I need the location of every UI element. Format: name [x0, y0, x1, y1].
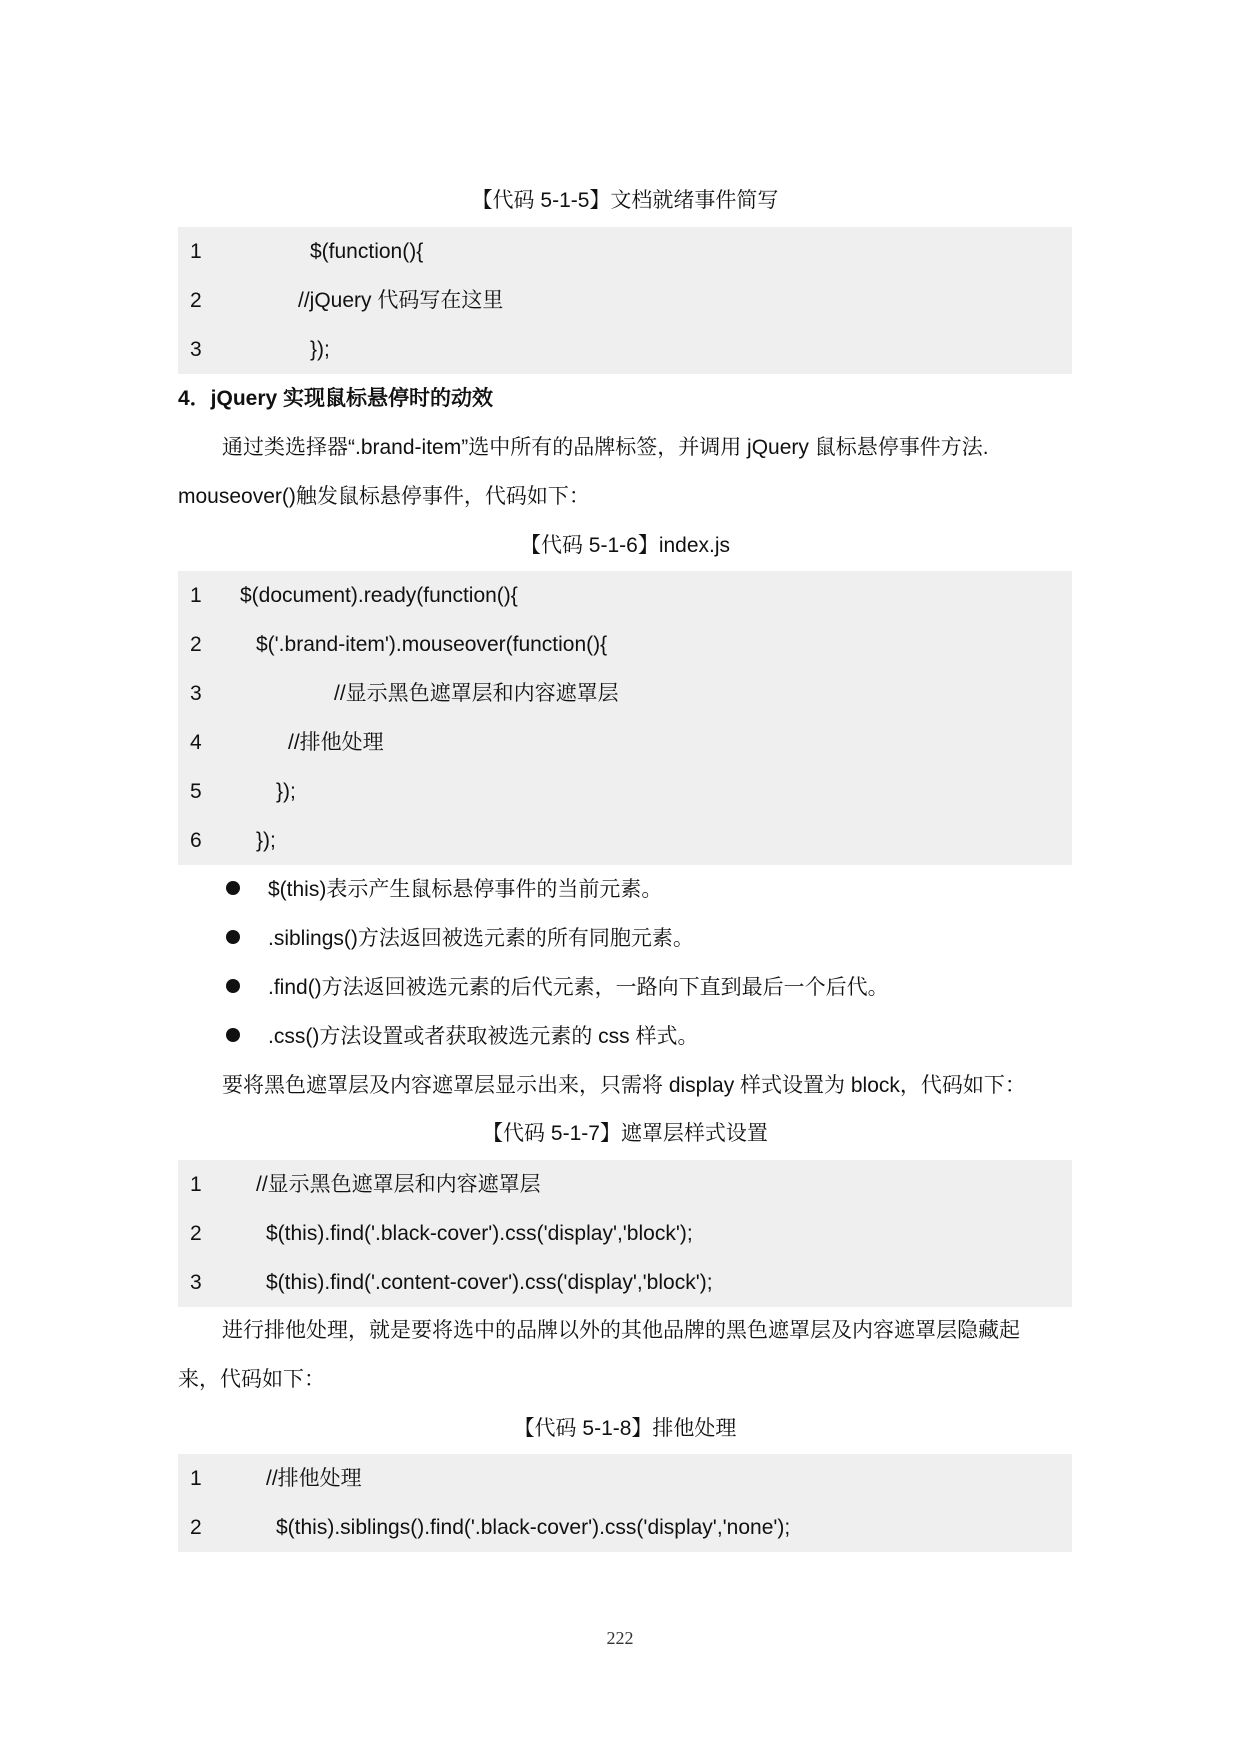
bullet-item [226, 1023, 699, 1051]
line-number: 1 [190, 1467, 202, 1490]
line-number: 2 [190, 1516, 202, 1539]
code-line [178, 767, 1072, 816]
line-number: 5 [190, 780, 202, 803]
paragraph-line: 通过类选择器“.brand-item”选中所有的品牌标签，并调用 jQuery 鼠标悬停事件方法. [222, 436, 989, 459]
paragraph-line: 进行排他处理，就是要将选中的品牌以外的其他品牌的黑色遮罩层及内容遮罩层隐藏起 [222, 1319, 1020, 1342]
code-text: //显示黑色遮罩层和内容遮罩层 [334, 682, 619, 705]
code-line [178, 718, 1072, 767]
code-block-5-1-8 [178, 1454, 1072, 1552]
paragraph-line: mouseover()触发鼠标悬停事件，代码如下： [178, 485, 590, 508]
bullet-dot-icon [226, 979, 240, 993]
code-caption-5-1-5: 【代码 5-1-5】文档就绪事件简写 [471, 189, 779, 212]
code-text: $(document).ready(function(){ [240, 584, 518, 607]
bullet-dot-icon [226, 1028, 240, 1042]
code-block-5-1-5 [178, 227, 1072, 374]
code-line [178, 1258, 1072, 1307]
code-line [178, 276, 1072, 325]
line-number: 3 [190, 338, 202, 361]
bullet-dot-icon [226, 930, 240, 944]
bullet-item [226, 974, 889, 1002]
code-caption-5-1-8: 【代码 5-1-8】排他处理 [513, 1417, 737, 1440]
bullet-item [226, 925, 694, 953]
line-number: 2 [190, 1222, 202, 1245]
section-heading: 4．jQuery 实现鼠标悬停时的动效 [178, 387, 494, 410]
bullet-text: .find()方法返回被选元素的后代元素，一路向下直到最后一个后代。 [268, 976, 889, 999]
code-line [178, 620, 1072, 669]
code-line [178, 1503, 1072, 1552]
code-line [178, 669, 1072, 718]
code-text: $('.brand-item').mouseover(function(){ [256, 633, 608, 656]
bullet-item [226, 876, 662, 904]
paragraph-line: 来，代码如下： [178, 1368, 325, 1391]
code-line [178, 1209, 1072, 1258]
bullet-text: .siblings()方法返回被选元素的所有同胞元素。 [268, 927, 694, 950]
line-number: 1 [190, 584, 202, 607]
line-number: 2 [190, 633, 202, 656]
code-line [178, 816, 1072, 865]
code-text: //排他处理 [288, 731, 384, 754]
code-text: }); [256, 829, 276, 852]
line-number: 4 [190, 731, 202, 754]
bullet-dot-icon [226, 881, 240, 895]
code-block-5-1-6 [178, 571, 1072, 865]
code-line [178, 1160, 1072, 1209]
code-text: }); [310, 338, 330, 361]
line-number: 1 [190, 1173, 202, 1196]
line-number: 3 [190, 682, 202, 705]
bullet-text: $(this)表示产生鼠标悬停事件的当前元素。 [268, 878, 663, 901]
code-text: //jQuery 代码写在这里 [298, 289, 504, 312]
line-number: 6 [190, 829, 202, 852]
page-number: 222 [606, 1628, 634, 1648]
paragraph-line: 要将黑色遮罩层及内容遮罩层显示出来，只需将 display 样式设置为 block，代码如下： [222, 1074, 1026, 1097]
code-text: $(this).find('.black-cover').css('display','block'); [266, 1222, 693, 1245]
code-text: //显示黑色遮罩层和内容遮罩层 [256, 1173, 541, 1196]
code-text: $(function(){ [310, 240, 424, 263]
code-text: //排他处理 [266, 1467, 362, 1490]
code-text: }); [276, 780, 296, 803]
code-line [178, 1454, 1072, 1503]
code-caption-5-1-7: 【代码 5-1-7】遮罩层样式设置 [482, 1122, 768, 1145]
code-line [178, 227, 1072, 276]
code-block-5-1-7 [178, 1160, 1072, 1307]
line-number: 1 [190, 240, 202, 263]
code-caption-5-1-6: 【代码 5-1-6】index.js [519, 534, 731, 557]
code-text: $(this).find('.content-cover').css('display','block'); [266, 1271, 713, 1294]
line-number: 2 [190, 289, 202, 312]
code-line [178, 571, 1072, 620]
line-number: 3 [190, 1271, 202, 1294]
bullet-text: .css()方法设置或者获取被选元素的 css 样式。 [268, 1025, 699, 1048]
code-line [178, 325, 1072, 374]
code-text: $(this).siblings().find('.black-cover').css('display','none'); [276, 1516, 791, 1539]
